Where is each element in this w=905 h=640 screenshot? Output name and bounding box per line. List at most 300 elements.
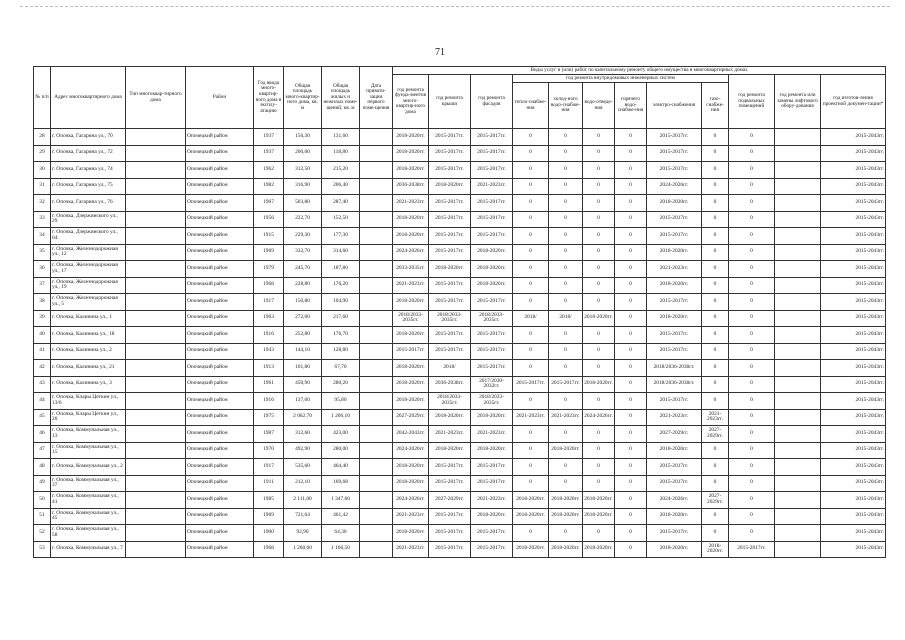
row-hot-water-year: 0 <box>615 475 647 492</box>
row-power-year: 2015-2017гг. <box>647 145 702 162</box>
row-year-built: 1968 <box>254 277 284 294</box>
row-gas-year: 2027-2029гг. <box>702 492 729 509</box>
row-hot-water-year: 0 <box>615 195 647 212</box>
row-year-built: 1961 <box>254 376 284 393</box>
row-address: г. Опочка, Железнодорожная ул., 17 <box>51 261 126 278</box>
row-type <box>126 442 186 459</box>
row-privatization-date <box>360 492 393 509</box>
row-gas-year: 0 <box>702 442 729 459</box>
row-total-area: 92,90 <box>284 525 322 542</box>
table-row <box>34 376 886 393</box>
row-drain-year: 2024-2026гг. <box>583 409 615 426</box>
row-roof-year: 2018-2020гг. <box>429 261 471 278</box>
row-number: 29 <box>34 145 51 162</box>
row-hot-water-year: 0 <box>615 327 647 344</box>
row-type <box>126 393 186 410</box>
row-power-year: 2015-2017гг. <box>647 327 702 344</box>
row-drain-year: 0 <box>583 178 615 195</box>
row-heat-year: 2018/ <box>513 310 549 327</box>
row-drain-year: 2018-2020гг. <box>583 541 615 558</box>
row-roof-year: 2018-2020гг. <box>429 409 471 426</box>
row-facade-year: 2015-2017гг. <box>471 475 513 492</box>
row-elevator-year <box>775 327 821 344</box>
row-address: г. Опочка, Гагарина ул., 75 <box>51 178 126 195</box>
row-elevator-year <box>775 541 821 558</box>
row-power-year: 2024-2026гг. <box>647 178 702 195</box>
row-district: Опочецкий район <box>186 541 254 558</box>
row-basement-year: 0 <box>729 426 775 443</box>
row-facade-year: 2015-2017гг. <box>471 195 513 212</box>
row-number: 39 <box>34 310 51 327</box>
row-total-area: 212,10 <box>284 475 322 492</box>
row-district: Опочецкий район <box>186 343 254 360</box>
row-elevator-year <box>775 178 821 195</box>
row-heat-year: 2018-2020гг. <box>513 541 549 558</box>
row-gas-year: 0 <box>702 294 729 311</box>
row-residential-area: 169,68 <box>322 475 360 492</box>
row-district: Опочецкий район <box>186 228 254 245</box>
row-gas-year: 2021-2023гг. <box>702 409 729 426</box>
row-residential-area: 461,42 <box>322 508 360 525</box>
row-residential-area: 118,80 <box>322 145 360 162</box>
row-cold-water-year: 0 <box>549 525 583 542</box>
row-gas-year: 0 <box>702 195 729 212</box>
row-hot-water-year: 0 <box>615 129 647 146</box>
row-privatization-date <box>360 277 393 294</box>
row-design-year: 2015-2043гг. <box>821 492 886 509</box>
row-basement-year: 0 <box>729 376 775 393</box>
row-power-year: 2018-2020гг. <box>647 310 702 327</box>
row-address: г. Опочка, Коммунальная ул., 41 <box>51 492 126 509</box>
row-cold-water-year: 0 <box>549 129 583 146</box>
row-foundation-year: 2018-2020гг. <box>393 475 429 492</box>
row-hot-water-year: 0 <box>615 442 647 459</box>
scan-edge-line <box>20 6 890 7</box>
table-row <box>34 442 886 459</box>
row-total-area: 2 111,00 <box>284 492 322 509</box>
row-basement-year: 0 <box>729 195 775 212</box>
row-drain-year: 0 <box>583 327 615 344</box>
row-foundation-year: 2018-2020гг. <box>393 294 429 311</box>
row-gas-year: 0 <box>702 360 729 377</box>
row-number: 34 <box>34 228 51 245</box>
row-address: г. Опочка, Дзержинского ул., 29 <box>51 211 126 228</box>
header-privatization-date: Дата привати-зации первого поме-щения <box>360 67 393 129</box>
row-privatization-date <box>360 178 393 195</box>
row-address: г. Опочка, Дзержинского ул., 64 <box>51 228 126 245</box>
row-cold-water-year: 2018-2020гг. <box>549 541 583 558</box>
row-total-area: 200,00 <box>284 145 322 162</box>
row-number: 43 <box>34 376 51 393</box>
row-roof-year: 2018/2033-2035гг. <box>429 393 471 410</box>
row-basement-year: 0 <box>729 162 775 179</box>
row-foundation-year: 2018-2020гг. <box>393 211 429 228</box>
row-residential-area: 176,70 <box>322 327 360 344</box>
row-number: 40 <box>34 327 51 344</box>
row-hot-water-year: 0 <box>615 228 647 245</box>
row-gas-year: 0 <box>702 475 729 492</box>
row-hot-water-year: 0 <box>615 541 647 558</box>
header-total-area: Общая площадь много-квартир-ного дома, кв. м <box>284 67 322 129</box>
row-total-area: 144,10 <box>284 343 322 360</box>
row-basement-year: 0 <box>729 525 775 542</box>
table-row <box>34 178 886 195</box>
row-basement-year: 0 <box>729 327 775 344</box>
row-year-built: 1916 <box>254 327 284 344</box>
row-cold-water-year: 0 <box>549 211 583 228</box>
row-privatization-date <box>360 294 393 311</box>
row-type <box>126 162 186 179</box>
row-district: Опочецкий район <box>186 327 254 344</box>
row-year-built: 1956 <box>254 211 284 228</box>
row-address: г. Опочка, Клары Цеткин ул., 13/6 <box>51 393 126 410</box>
row-roof-year: 2015-2017гг. <box>429 228 471 245</box>
table-row <box>34 162 886 179</box>
row-power-year: 2018-2020гг. <box>647 541 702 558</box>
row-district: Опочецкий район <box>186 129 254 146</box>
row-drain-year: 0 <box>583 393 615 410</box>
row-design-year: 2015-2043гг. <box>821 195 886 212</box>
row-foundation-year: 2018-2020гг. <box>393 393 429 410</box>
row-address: г. Опочка, Коммунальная ул., 13 <box>51 426 126 443</box>
row-hot-water-year: 0 <box>615 261 647 278</box>
row-number: 50 <box>34 492 51 509</box>
row-address: г. Опочка, Калинина ул., 18 <box>51 327 126 344</box>
row-elevator-year <box>775 343 821 360</box>
row-design-year: 2015-2043гг. <box>821 525 886 542</box>
row-elevator-year <box>775 508 821 525</box>
row-design-year: 2015-2043гг. <box>821 294 886 311</box>
row-heat-year: 0 <box>513 426 549 443</box>
row-district: Опочецкий район <box>186 195 254 212</box>
row-gas-year: 0 <box>702 327 729 344</box>
row-type <box>126 145 186 162</box>
row-year-built: 1968 <box>254 541 284 558</box>
row-type <box>126 426 186 443</box>
row-drain-year: 0 <box>583 360 615 377</box>
row-basement-year: 0 <box>729 442 775 459</box>
row-elevator-year <box>775 145 821 162</box>
row-elevator-year <box>775 211 821 228</box>
row-drain-year: 0 <box>583 261 615 278</box>
row-number: 36 <box>34 261 51 278</box>
table-row <box>34 145 886 162</box>
row-foundation-year: 2027-2029гг. <box>393 409 429 426</box>
row-total-area: 535,60 <box>284 459 322 476</box>
row-address: г. Опочка, Гагарина ул., 74 <box>51 162 126 179</box>
row-heat-year: 0 <box>513 244 549 261</box>
row-hot-water-year: 0 <box>615 145 647 162</box>
row-hot-water-year: 0 <box>615 393 647 410</box>
row-gas-year: 0 <box>702 244 729 261</box>
row-total-area: 229,30 <box>284 228 322 245</box>
row-power-year: 2015-2017гг. <box>647 162 702 179</box>
row-privatization-date <box>360 244 393 261</box>
row-facade-year: 2018-2020гг. <box>471 508 513 525</box>
row-elevator-year <box>775 261 821 278</box>
row-elevator-year <box>775 277 821 294</box>
row-cold-water-year: 2021-2023гг. <box>549 409 583 426</box>
row-privatization-date <box>360 393 393 410</box>
row-address: г. Опочка, Железнодорожная ул., 5 <box>51 294 126 311</box>
row-district: Опочецкий район <box>186 525 254 542</box>
table-row <box>34 343 886 360</box>
row-power-year: 2018/2036-2038гг. <box>647 376 702 393</box>
row-facade-year: 2018-2020гг. <box>471 442 513 459</box>
row-type <box>126 475 186 492</box>
row-year-built: 1969 <box>254 508 284 525</box>
row-power-year: 2018-2020гг. <box>647 508 702 525</box>
row-gas-year: 2018-2020гг. <box>702 541 729 558</box>
row-cold-water-year: 2015-2017гг. <box>549 376 583 393</box>
row-year-built: 1916 <box>254 393 284 410</box>
row-roof-year: 2015-2017гг. <box>429 195 471 212</box>
row-district: Опочецкий район <box>186 393 254 410</box>
row-facade-year: 2015-2017гг. <box>471 541 513 558</box>
table-row <box>34 508 886 525</box>
row-number: 51 <box>34 508 51 525</box>
row-type <box>126 261 186 278</box>
header-works-group: Виды услуг и (или) работ по капитальному ремонту общего имущества в многоквартирных домах <box>393 67 886 75</box>
row-residential-area: 95,80 <box>322 393 360 410</box>
row-power-year: 2021-2023гг. <box>647 261 702 278</box>
row-number: 45 <box>34 409 51 426</box>
row-district: Опочецкий район <box>186 310 254 327</box>
row-power-year: 2015-2017гг. <box>647 525 702 542</box>
header-roof: год ремонта крыши <box>429 75 471 129</box>
row-facade-year: 2018-2020гг. <box>471 261 513 278</box>
row-privatization-date <box>360 211 393 228</box>
row-year-built: 1917 <box>254 294 284 311</box>
row-foundation-year: 2021-2023гг. <box>393 277 429 294</box>
row-residential-area: 314,60 <box>322 244 360 261</box>
header-engineering-group: год ремонта внутридомовых инженерных систем <box>513 75 729 83</box>
row-district: Опочецкий район <box>186 475 254 492</box>
row-design-year: 2015-2043гг. <box>821 376 886 393</box>
row-facade-year: 2015-2017гг. <box>471 327 513 344</box>
row-roof-year: 2015-2017гг. <box>429 277 471 294</box>
row-privatization-date <box>360 508 393 525</box>
row-elevator-year <box>775 228 821 245</box>
row-drain-year: 0 <box>583 195 615 212</box>
header-heat: тепло-снабже-ния <box>513 83 549 129</box>
row-drain-year: 2018-2020гг. <box>583 508 615 525</box>
row-type <box>126 310 186 327</box>
row-year-built: 1900 <box>254 525 284 542</box>
row-gas-year: 0 <box>702 228 729 245</box>
row-heat-year: 0 <box>513 525 549 542</box>
row-year-built: 1917 <box>254 459 284 476</box>
row-type <box>126 211 186 228</box>
row-drain-year: 0 <box>583 525 615 542</box>
row-gas-year: 2027-2029гг. <box>702 426 729 443</box>
row-design-year: 2015-2043гг. <box>821 327 886 344</box>
row-hot-water-year: 0 <box>615 211 647 228</box>
row-type <box>126 277 186 294</box>
row-cold-water-year: 0 <box>549 294 583 311</box>
row-drain-year: 0 <box>583 294 615 311</box>
row-total-area: 492,90 <box>284 442 322 459</box>
row-foundation-year: 2042-2043гг. <box>393 426 429 443</box>
row-foundation-year: 2018-2020гг. <box>393 525 429 542</box>
row-gas-year: 0 <box>702 162 729 179</box>
row-gas-year: 0 <box>702 261 729 278</box>
table-header <box>34 67 886 129</box>
row-address: г. Опочка, Калинина ул., 2 <box>51 343 126 360</box>
row-privatization-date <box>360 261 393 278</box>
row-gas-year: 0 <box>702 393 729 410</box>
row-design-year: 2015-2043гг. <box>821 178 886 195</box>
row-roof-year: 2015-2017гг. <box>429 541 471 558</box>
row-cold-water-year: 0 <box>549 228 583 245</box>
row-heat-year: 0 <box>513 195 549 212</box>
row-facade-year: 2015-2017гг. <box>471 525 513 542</box>
row-gas-year: 0 <box>702 178 729 195</box>
row-design-year: 2015-2043гг. <box>821 145 886 162</box>
row-cold-water-year: 0 <box>549 426 583 443</box>
row-foundation-year: 2024-2026гг. <box>393 244 429 261</box>
row-heat-year: 0 <box>513 178 549 195</box>
row-elevator-year <box>775 426 821 443</box>
row-power-year: 2021-2023гг. <box>647 409 702 426</box>
row-type <box>126 409 186 426</box>
row-gas-year: 0 <box>702 277 729 294</box>
row-year-built: 1962 <box>254 162 284 179</box>
row-roof-year: 2018/2033-2035гг. <box>429 310 471 327</box>
row-design-year: 2015-2043гг. <box>821 360 886 377</box>
row-district: Опочецкий район <box>186 409 254 426</box>
row-hot-water-year: 0 <box>615 525 647 542</box>
row-facade-year: 2018-2020гг. <box>471 244 513 261</box>
header-type: Тип многоквар-тирного дома <box>126 67 186 129</box>
row-design-year: 2015-2043гг. <box>821 277 886 294</box>
row-type <box>126 129 186 146</box>
table-row <box>34 409 886 426</box>
header-cold-water: холод-ного водо-снабже-ния <box>549 83 583 129</box>
row-drain-year: 0 <box>583 244 615 261</box>
row-address: г. Опочка, Гагарина ул., 70 <box>51 129 126 146</box>
row-drain-year: 2018-2020гг. <box>583 376 615 393</box>
row-foundation-year: 2024-2026гг. <box>393 492 429 509</box>
row-privatization-date <box>360 459 393 476</box>
row-residential-area: 280,00 <box>322 442 360 459</box>
row-basement-year: 0 <box>729 360 775 377</box>
row-facade-year: 2021-2023гг. <box>471 426 513 443</box>
row-roof-year: 2036-2038гг. <box>429 376 471 393</box>
table-row <box>34 393 886 410</box>
row-facade-year: 2015-2017гг. <box>471 459 513 476</box>
row-gas-year: 0 <box>702 310 729 327</box>
row-heat-year: 0 <box>513 393 549 410</box>
row-drain-year: 0 <box>583 162 615 179</box>
row-facade-year: 2015-2017гг. <box>471 294 513 311</box>
row-privatization-date <box>360 343 393 360</box>
row-total-area: 228,80 <box>284 277 322 294</box>
row-heat-year: 0 <box>513 162 549 179</box>
row-basement-year: 0 <box>729 294 775 311</box>
row-hot-water-year: 0 <box>615 426 647 443</box>
row-roof-year: 2015-2017гг. <box>429 211 471 228</box>
table-row <box>34 211 886 228</box>
row-year-built: 1943 <box>254 343 284 360</box>
row-design-year: 2015-2043гг. <box>821 211 886 228</box>
row-year-built: 1967 <box>254 195 284 212</box>
row-foundation-year: 2018-2020гг. <box>393 228 429 245</box>
row-residential-area: 1 166,50 <box>322 541 360 558</box>
row-gas-year: 0 <box>702 211 729 228</box>
row-roof-year: 2015-2017гг. <box>429 294 471 311</box>
row-cold-water-year: 0 <box>549 261 583 278</box>
row-basement-year: 0 <box>729 393 775 410</box>
header-gas: газо-снабже-ния <box>702 83 729 129</box>
row-year-built: 1975 <box>254 409 284 426</box>
row-year-built: 1913 <box>254 360 284 377</box>
row-privatization-date <box>360 475 393 492</box>
row-elevator-year <box>775 129 821 146</box>
row-heat-year: 0 <box>513 228 549 245</box>
row-foundation-year: 2021-2023гг. <box>393 508 429 525</box>
row-roof-year: 2015-2017гг. <box>429 343 471 360</box>
row-heat-year: 2015-2017гг. <box>513 376 549 393</box>
row-hot-water-year: 0 <box>615 508 647 525</box>
row-drain-year: 0 <box>583 129 615 146</box>
row-residential-area: 64,30 <box>322 525 360 542</box>
row-district: Опочецкий район <box>186 459 254 476</box>
row-basement-year: 0 <box>729 145 775 162</box>
row-privatization-date <box>360 376 393 393</box>
row-year-built: 1979 <box>254 261 284 278</box>
header-residential-area: Общая площадь жилых и нежилых поме-щений, кв. м <box>322 67 360 129</box>
row-drain-year: 2018-2020гг. <box>583 310 615 327</box>
row-cold-water-year: 0 <box>549 360 583 377</box>
row-heat-year: 0 <box>513 360 549 377</box>
table-row <box>34 426 886 443</box>
row-drain-year: 0 <box>583 211 615 228</box>
table-row <box>34 327 886 344</box>
row-residential-area: 1 347,60 <box>322 492 360 509</box>
header-district: Район <box>186 67 254 129</box>
row-residential-area: 1 206,10 <box>322 409 360 426</box>
row-district: Опочецкий район <box>186 508 254 525</box>
table-row <box>34 492 886 509</box>
row-hot-water-year: 0 <box>615 343 647 360</box>
table-row <box>34 541 886 558</box>
header-design-docs: год изготов-ления проектной докумен-тации* <box>821 75 886 129</box>
row-privatization-date <box>360 442 393 459</box>
table-row <box>34 244 886 261</box>
row-hot-water-year: 0 <box>615 459 647 476</box>
row-address: г. Опочка, Калинина ул., 3 <box>51 376 126 393</box>
row-district: Опочецкий район <box>186 492 254 509</box>
row-gas-year: 0 <box>702 145 729 162</box>
row-hot-water-year: 0 <box>615 277 647 294</box>
row-residential-area: 177,30 <box>322 228 360 245</box>
row-hot-water-year: 0 <box>615 409 647 426</box>
table-row <box>34 129 886 146</box>
row-elevator-year <box>775 294 821 311</box>
row-foundation-year: 2018-2020гг. <box>393 129 429 146</box>
row-residential-area: 176,20 <box>322 277 360 294</box>
row-number: 31 <box>34 178 51 195</box>
row-address: г. Опочка, Железнодорожная ул., 19 <box>51 277 126 294</box>
row-design-year: 2015-2043гг. <box>821 541 886 558</box>
row-number: 33 <box>34 211 51 228</box>
row-basement-year: 0 <box>729 409 775 426</box>
row-address: г. Опочка, Калинина ул., 21 <box>51 360 126 377</box>
row-basement-year: 0 <box>729 277 775 294</box>
row-foundation-year: 2018-2020гг. <box>393 327 429 344</box>
row-privatization-date <box>360 541 393 558</box>
